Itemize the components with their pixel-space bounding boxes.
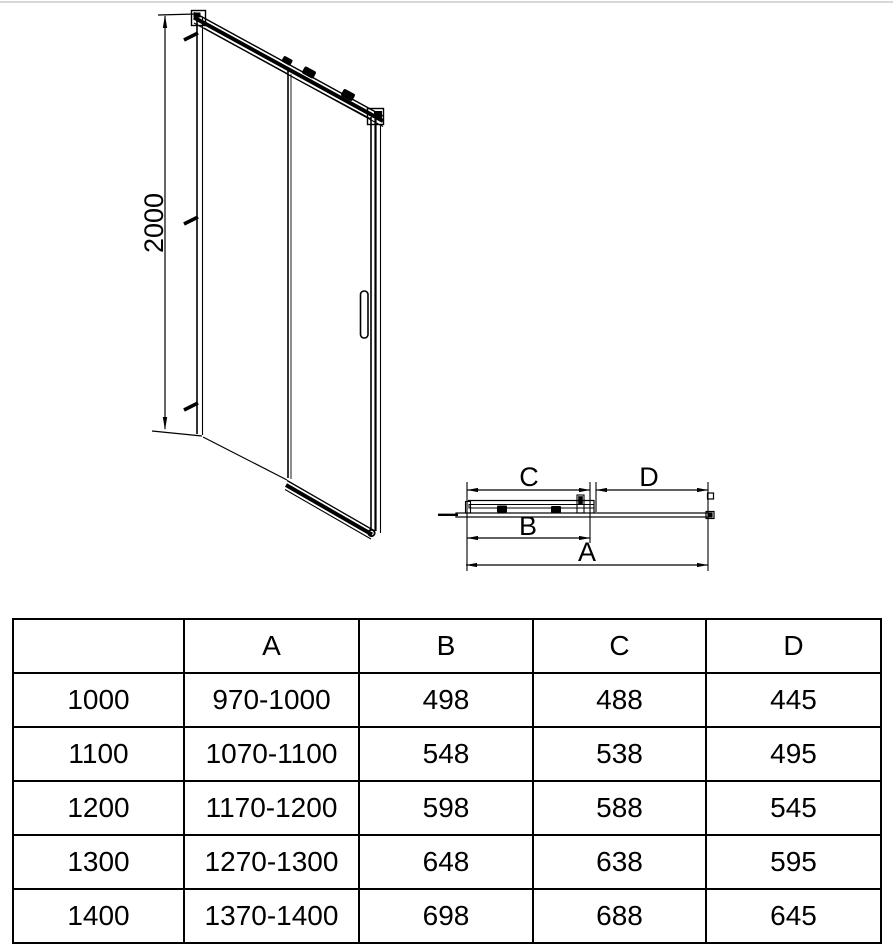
cell-a: 1270-1300 <box>184 835 359 889</box>
dim-arrow-up-icon <box>163 15 167 28</box>
table-row <box>13 727 881 781</box>
cell-d: 595 <box>706 835 881 889</box>
dim-arrow-down-icon <box>163 417 167 430</box>
cell-b: 498 <box>359 673 533 727</box>
table-header-row <box>13 619 881 673</box>
plan-roller <box>497 506 507 513</box>
table-row <box>13 889 881 943</box>
cell-a: 1370-1400 <box>184 889 359 943</box>
height-dim-label: 2000 <box>139 192 169 254</box>
dim-a-label: A <box>577 537 597 567</box>
header-a: A <box>184 619 359 673</box>
header-c: C <box>533 619 706 673</box>
wall-bracket-ticks <box>184 33 198 410</box>
cell-size: 1400 <box>13 889 184 943</box>
cell-d: 645 <box>706 889 881 943</box>
cell-size: 1000 <box>13 673 184 727</box>
panel-divider <box>288 71 291 479</box>
cell-a: 970-1000 <box>184 673 359 727</box>
plan-fixed-panel <box>456 513 712 517</box>
plan-left-profile <box>466 502 471 514</box>
dimension-a <box>466 537 708 567</box>
dim-c-label: C <box>519 462 539 492</box>
cell-b: 698 <box>359 889 533 943</box>
plan-view <box>438 462 714 571</box>
plan-sliding-panel <box>469 505 594 509</box>
dimension-b <box>467 511 590 541</box>
front-view-door <box>139 11 384 540</box>
size-table <box>12 618 882 944</box>
cell-c: 688 <box>533 889 706 943</box>
cell-b: 648 <box>359 835 533 889</box>
cell-d: 495 <box>706 727 881 781</box>
plan-roller <box>551 506 561 513</box>
cell-d: 445 <box>706 673 881 727</box>
plan-door-assembly <box>438 493 714 519</box>
cell-c: 588 <box>533 781 706 835</box>
header-b: B <box>359 619 533 673</box>
header-size <box>13 619 184 673</box>
dimension-d <box>596 462 708 492</box>
cell-a: 1070-1100 <box>184 727 359 781</box>
bottom-rail <box>285 481 375 540</box>
header-d: D <box>706 619 881 673</box>
cell-size: 1300 <box>13 835 184 889</box>
table-row <box>13 835 881 889</box>
height-dimension <box>139 14 202 436</box>
dim-b-label: B <box>518 511 538 541</box>
cell-c: 638 <box>533 835 706 889</box>
dim-d-label: D <box>639 462 659 492</box>
cell-b: 548 <box>359 727 533 781</box>
cell-b: 598 <box>359 781 533 835</box>
sliding-panel <box>289 75 381 533</box>
cell-size: 1100 <box>13 727 184 781</box>
cell-d: 545 <box>706 781 881 835</box>
cell-c: 488 <box>533 673 706 727</box>
cell-c: 538 <box>533 727 706 781</box>
table-row <box>13 673 881 727</box>
dimension-c <box>467 462 590 492</box>
fixed-panel <box>203 28 288 480</box>
cell-size: 1200 <box>13 781 184 835</box>
door-handle <box>361 291 369 338</box>
left-wall-profile <box>197 15 203 435</box>
cell-a: 1170-1200 <box>184 781 359 835</box>
table-row <box>13 781 881 835</box>
